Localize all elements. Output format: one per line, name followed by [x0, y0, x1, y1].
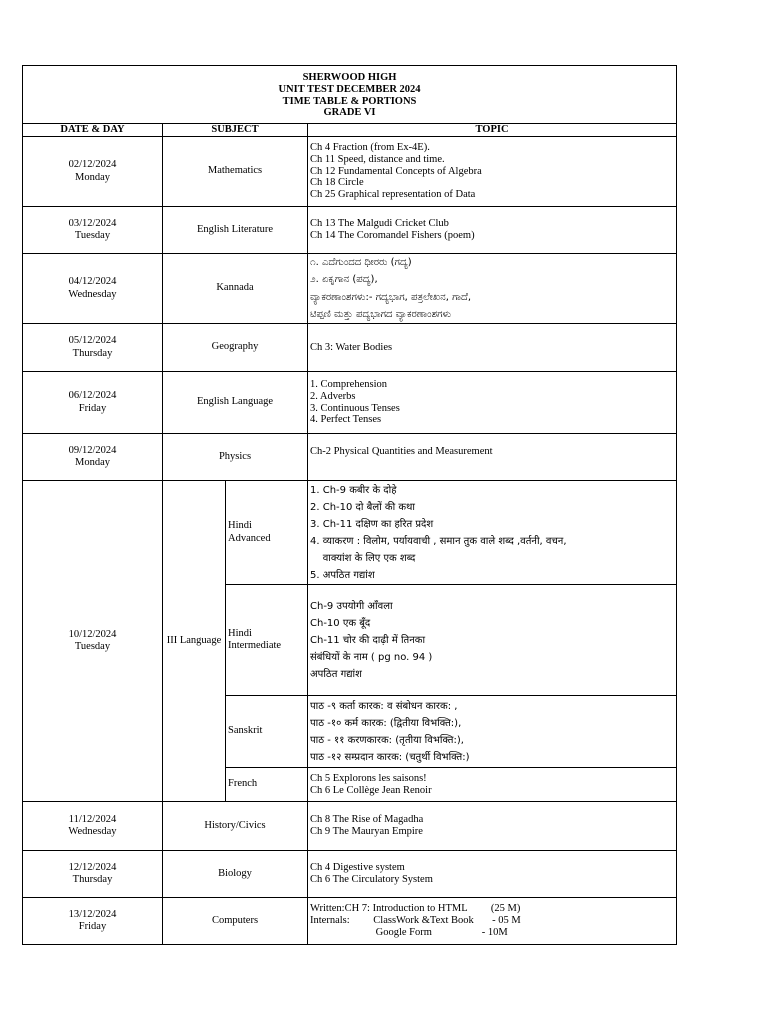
- timetable-sheet: [22, 65, 676, 945]
- topic-cell: Ch 4 Fraction (from Ex-4E). Ch 11 Speed, distance and time. Ch 12 Fundamental Concepts of Algebra Ch 18 Circle Ch 25 Graphical representation of Data: [308, 137, 677, 207]
- table-row: [23, 207, 677, 254]
- table-row: [23, 137, 677, 207]
- topic-cell: 1. Comprehension 2. Adverbs 3. Continuous Tenses 4. Perfect Tenses: [308, 372, 677, 434]
- date-cell: 03/12/2024 Tuesday: [23, 207, 163, 254]
- date-cell: 09/12/2024 Monday: [23, 434, 163, 481]
- topic-cell: पाठ -९ कर्ता कारक: व संबोधन कारक: , पाठ -१० कर्म कारक: (द्वितीया विभक्ति:), पाठ - ११ करणकारक: (तृतीया विभक्ति:), पाठ -१२ सम्प्रदान कारक: (चतुर्थी विभक्ति:): [308, 696, 677, 768]
- table-row: [23, 481, 677, 585]
- table-row: [23, 372, 677, 434]
- language-option: Hindi Intermediate: [226, 585, 308, 696]
- column-header-topic: TOPIC: [308, 124, 677, 137]
- school-name: SHERWOOD HIGH: [302, 72, 397, 84]
- date-cell: 11/12/2024 Wednesday: [23, 802, 163, 851]
- topic-cell: Ch 4 Digestive system Ch 6 The Circulatory System: [308, 851, 677, 898]
- table-row: [23, 802, 677, 851]
- grade-label: GRADE VI: [323, 107, 376, 119]
- topic-cell: Written:CH 7: Introduction to HTML (25 M) Internals: ClassWork &Text Book - 05 M Google Form - 10M: [308, 898, 677, 945]
- date-cell: 10/12/2024 Tuesday: [23, 481, 163, 802]
- topic-cell: Ch-2 Physical Quantities and Measurement: [308, 434, 677, 481]
- subject-cell: English Literature: [163, 207, 308, 254]
- table-row: [23, 851, 677, 898]
- date-cell: 05/12/2024 Thursday: [23, 324, 163, 372]
- date-cell: 12/12/2024 Thursday: [23, 851, 163, 898]
- timetable: [22, 65, 677, 945]
- subject-cell: Biology: [163, 851, 308, 898]
- subject-cell: History/Civics: [163, 802, 308, 851]
- table-header: [23, 66, 677, 124]
- language-option: Sanskrit: [226, 696, 308, 768]
- subject-cell: III Language: [163, 481, 226, 802]
- column-header-date: DATE & DAY: [23, 124, 163, 137]
- topic-cell: Ch 3: Water Bodies: [308, 324, 677, 372]
- language-option: French: [226, 768, 308, 802]
- date-cell: 13/12/2024 Friday: [23, 898, 163, 945]
- topic-cell: Ch-9 उपयोगी आँवला Ch-10 एक बूँद Ch-11 चोर की दाढ़ी में तिनका संबंधियों के नाम ( pg no. 94 ) अपठित गद्यांश: [308, 585, 677, 696]
- subject-cell: English Language: [163, 372, 308, 434]
- table-row: [23, 434, 677, 481]
- subject-cell: Kannada: [163, 254, 308, 324]
- date-cell: 02/12/2024 Monday: [23, 137, 163, 207]
- language-option: Hindi Advanced: [226, 481, 308, 585]
- table-row: [23, 324, 677, 372]
- column-header-subject: SUBJECT: [163, 124, 308, 137]
- date-cell: 04/12/2024 Wednesday: [23, 254, 163, 324]
- exam-title: UNIT TEST DECEMBER 2024: [278, 83, 421, 95]
- topic-cell: Ch 13 The Malgudi Cricket Club Ch 14 The Coromandel Fishers (poem): [308, 207, 677, 254]
- subject-cell: Geography: [163, 324, 308, 372]
- table-row: [23, 898, 677, 945]
- topic-cell: 1. Ch-9 कबीर के दोहे 2. Ch-10 दो बैलों की कथा 3. Ch-11 दक्षिण का हरित प्रदेश 4. व्याकरण : विलोम, पर्यायवाची , समान तुक वाले शब्द ,वर्तनी, वचन, वाक्यांश के लिए एक शब्द 5. अपठित गद्यांश: [308, 481, 677, 585]
- subject-cell: Computers: [163, 898, 308, 945]
- topic-cell: ೧. ಎದೆಗುಂದದ ಧೀರರು (ಗದ್ಯ) ೨. ಏಕೃಗಾನ (ಪದ್ಯ), ವ್ಯಾಕರಣಾಂಶಗಳು:- ಗದ್ಯಭಾಗ, ಪತ್ರಲೇಖನ, ಗಾದೆ, ಟಿಪ್ಪಣಿ ಮತ್ತು ಪದ್ಯಭಾಗದ ವ್ಯಾಕರಣಾಂಶಗಳು: [308, 254, 677, 324]
- subject-cell: Physics: [163, 434, 308, 481]
- table-row: [23, 254, 677, 324]
- topic-cell: Ch 8 The Rise of Magadha Ch 9 The Mauryan Empire: [308, 802, 677, 851]
- subject-cell: Mathematics: [163, 137, 308, 207]
- date-cell: 06/12/2024 Friday: [23, 372, 163, 434]
- topic-cell: Ch 5 Explorons les saisons! Ch 6 Le Collège Jean Renoir: [308, 768, 677, 802]
- timetable-subtitle: TIME TABLE & PORTIONS: [282, 95, 417, 107]
